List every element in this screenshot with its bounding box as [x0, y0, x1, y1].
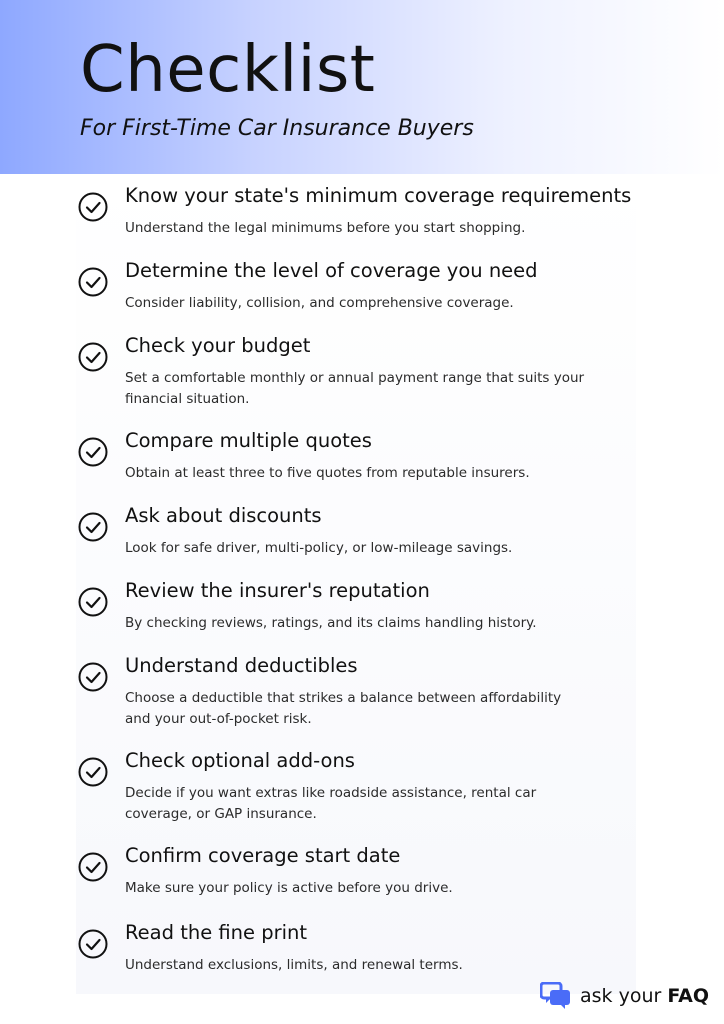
check-circle-icon	[78, 662, 108, 692]
checklist-item-description: Set a comfortable monthly or annual payment range that suits your financial situation.	[125, 370, 585, 407]
check-circle-icon	[78, 587, 108, 617]
checklist-item-description: Decide if you want extras like roadside assistance, rental car coverage, or GAP insurance.	[125, 785, 537, 822]
brand-name: ask your FAQ	[580, 985, 710, 1007]
checklist-item-description: Understand exclusions, limits, and renewal terms.	[125, 957, 463, 973]
checklist-item-description: Choose a deductible that strikes a balance between affordability and your out-of-pocket risk.	[125, 690, 562, 727]
check-circle-icon	[78, 757, 108, 787]
checklist-item-description: Make sure your policy is active before you drive.	[125, 880, 453, 896]
checklist-item-title: Review the insurer's reputation	[125, 579, 430, 602]
check-circle-icon	[78, 852, 108, 882]
page-subtitle: For First-Time Car Insurance Buyers	[80, 116, 474, 141]
check-circle-icon	[78, 342, 108, 372]
check-circle-icon	[78, 512, 108, 542]
page-title: Checklist	[80, 33, 376, 107]
check-circle-icon	[78, 437, 108, 467]
checklist-item-title: Understand deductibles	[125, 654, 358, 677]
checklist-item-title: Confirm coverage start date	[125, 844, 401, 867]
checklist-item-title: Compare multiple quotes	[125, 429, 372, 452]
checklist-item-description: Obtain at least three to five quotes from reputable insurers.	[125, 465, 530, 481]
check-circle-icon	[78, 267, 108, 297]
checklist-item-title: Determine the level of coverage you need	[125, 259, 538, 282]
check-circle-icon	[78, 192, 108, 222]
checklist-item-title: Know your state's minimum coverage requirements	[125, 184, 632, 207]
chat-bubbles-icon	[540, 982, 572, 1010]
checklist-item-title: Check optional add-ons	[125, 749, 355, 772]
checklist-item-description: Look for safe driver, multi-policy, or low-mileage savings.	[125, 540, 513, 556]
checklist-item-description: Consider liability, collision, and comprehensive coverage.	[125, 295, 514, 311]
checklist-item-title: Ask about discounts	[125, 504, 322, 527]
check-circle-icon	[78, 929, 108, 959]
checklist-item-description: Understand the legal minimums before you start shopping.	[125, 220, 526, 236]
checklist-item-description: By checking reviews, ratings, and its claims handling history.	[125, 615, 537, 631]
checklist-item-title: Check your budget	[125, 334, 311, 357]
checklist-item-title: Read the fine print	[125, 921, 308, 944]
